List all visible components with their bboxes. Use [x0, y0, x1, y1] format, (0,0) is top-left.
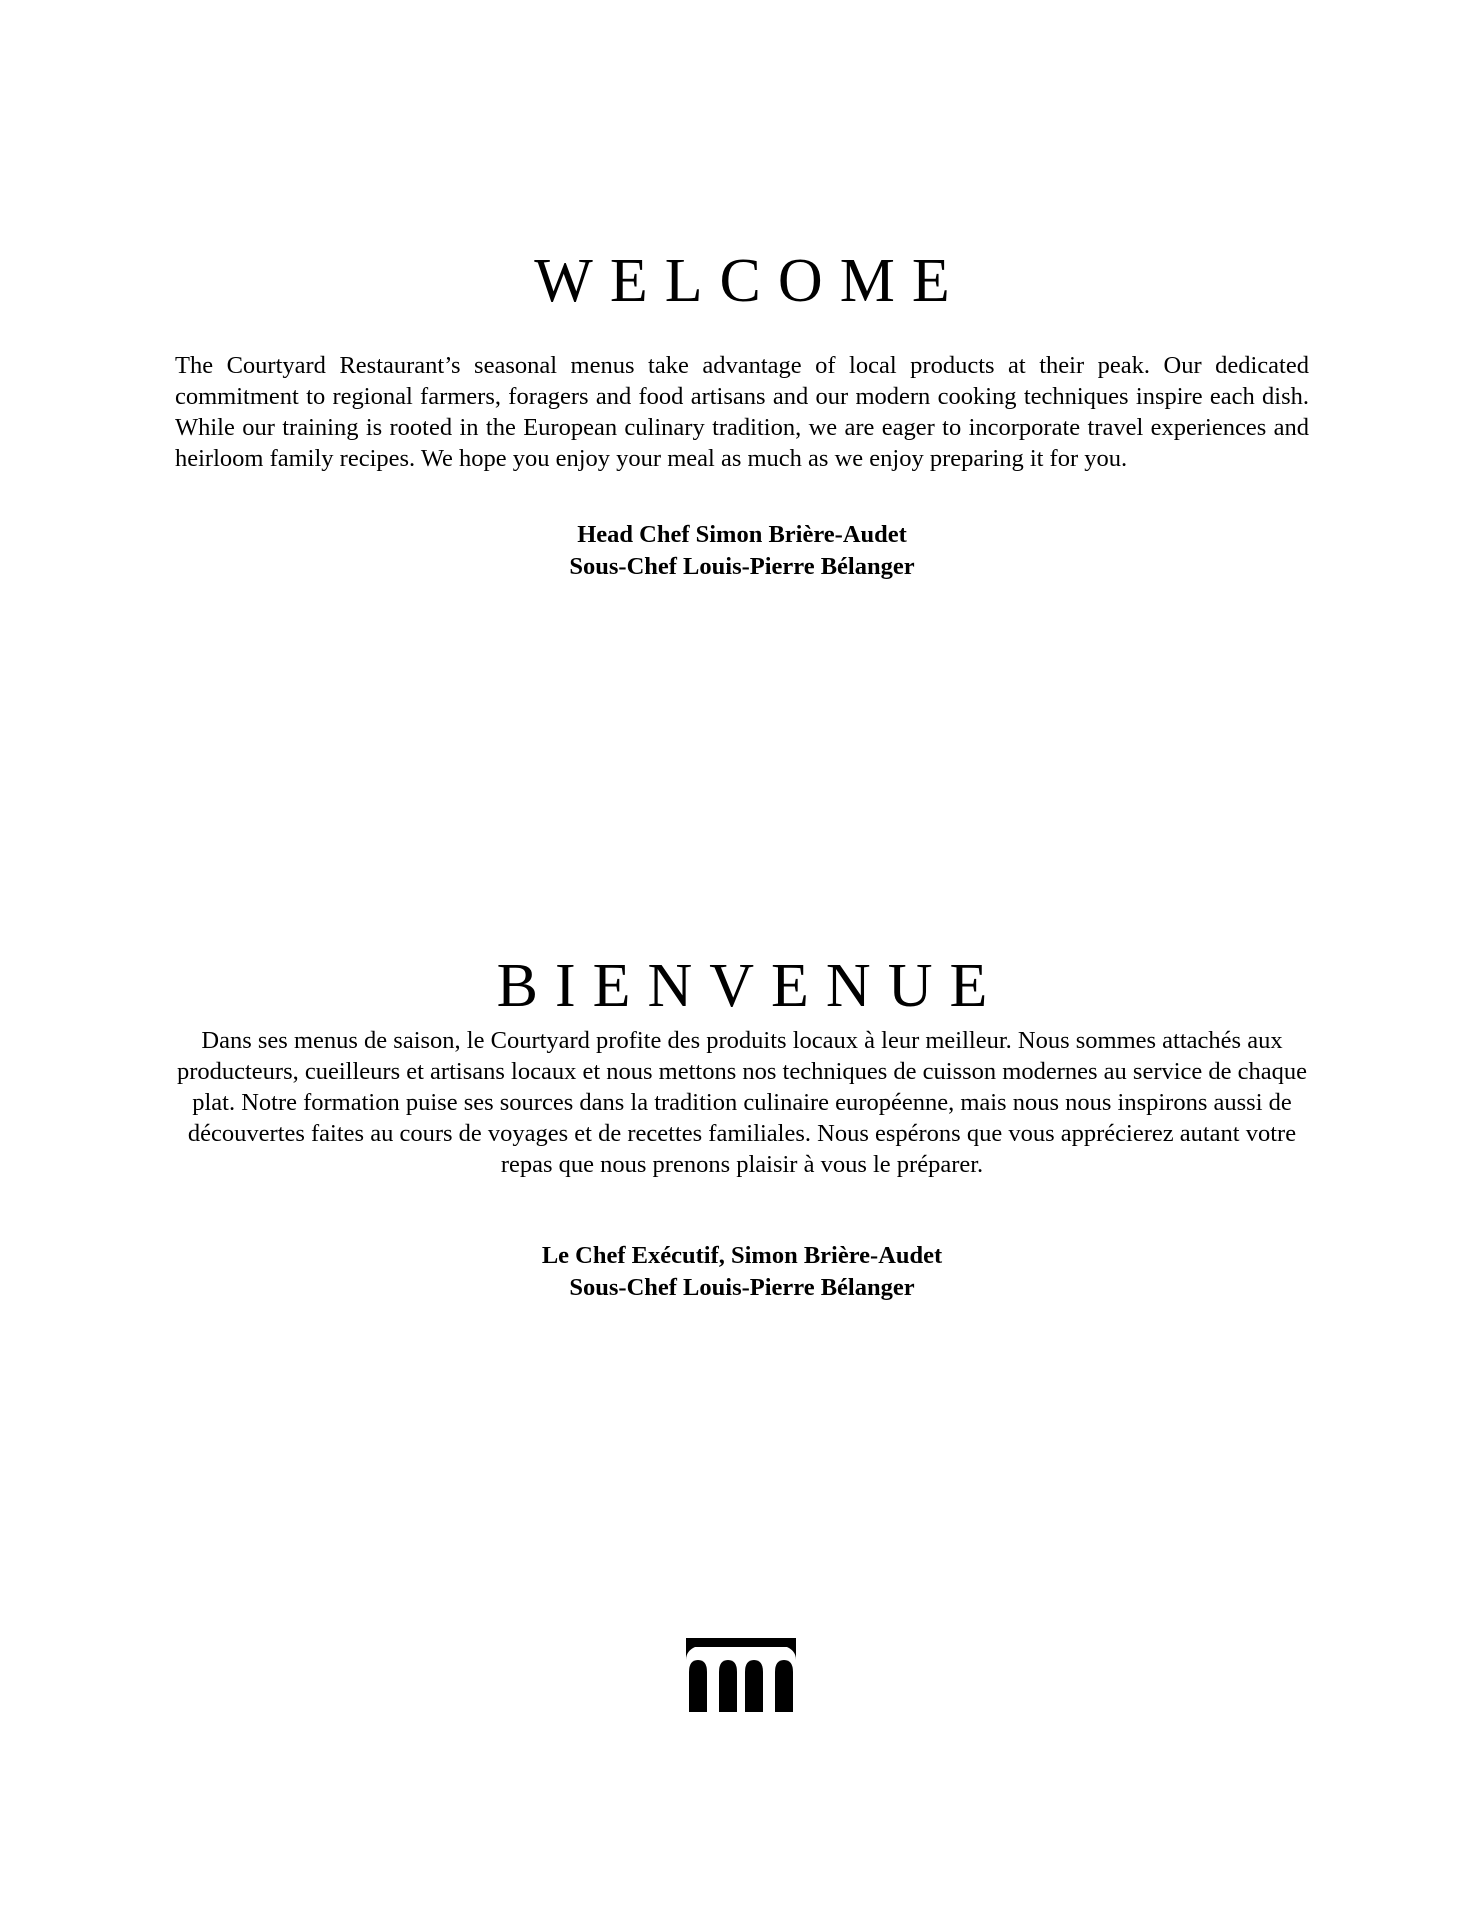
- bienvenue-executive-chef: Le Chef Exécutif, Simon Brière-Audet: [541, 1242, 943, 1269]
- welcome-sous-chef: Sous-Chef Louis-Pierre Bélanger: [569, 553, 915, 580]
- welcome-paragraph: The Courtyard Restaurant’s seasonal menus take advantage of local products at their peak. Our dedicated commitment to regional farmers, foragers and food artisans and our modern cooking techniques inspire each dish. While our training is rooted in the European culinary tradition, we are eager to incorporate travel experiences and heirloom family recipes. We hope you enjoy your meal as much as we enjoy preparing it for you.: [175, 352, 1309, 472]
- bienvenue-title: BIENVENUE: [496, 952, 1005, 1020]
- welcome-signature-block: [175, 519, 1309, 583]
- welcome-section: [175, 247, 1309, 583]
- bienvenue-sous-chef: Sous-Chef Louis-Pierre Bélanger: [569, 1274, 915, 1301]
- welcome-title: WELCOME: [534, 247, 967, 315]
- bienvenue-signature-block: [175, 1240, 1309, 1304]
- welcome-head-chef: Head Chef Simon Brière-Audet: [577, 521, 907, 548]
- bienvenue-section: [175, 952, 1309, 1304]
- bienvenue-paragraph: Dans ses menus de saison, le Courtyard profite des produits locaux à leur meilleur. Nous sommes attachés aux producteurs, cueilleurs et artisans locaux et nous mettons nos techniques de cuisson modernes au service de chaque plat. Notre formation puise ses sources dans la tradition culinaire européenne, mais nous nous inspirons aussi de découvertes faites au cours de voyages et de recettes familiales. Nous espérons que vous apprécierez autant votre repas que nous prenons plaisir à vous le préparer.: [176, 1027, 1308, 1178]
- arches-logo-icon: [686, 1638, 796, 1712]
